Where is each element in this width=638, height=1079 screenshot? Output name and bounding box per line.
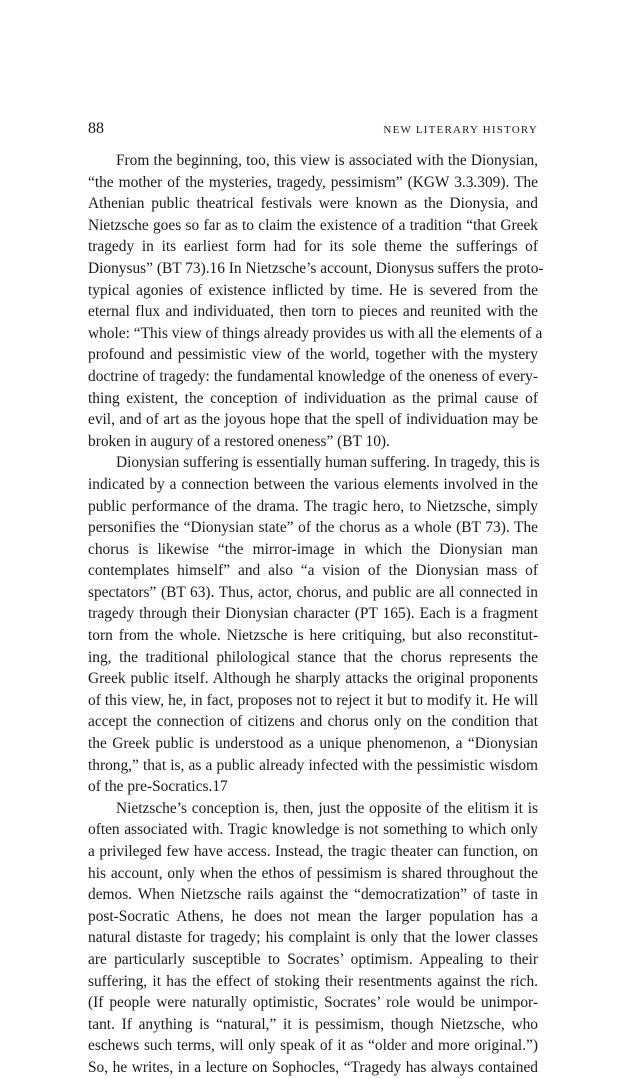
paragraph-2 <box>88 452 538 798</box>
journal-title: NEW LITERARY HISTORY <box>383 124 538 136</box>
text-line: doctrine of tragedy: the fundamental knowledge of the oneness of every- <box>88 367 538 385</box>
text-line: typical agonies of existence inflicted by time. He is severed from the <box>88 281 538 299</box>
text-line: So, he writes, in a lecture on Sophocles, “Tragedy has always contained <box>88 1058 538 1076</box>
text-line: Nietzsche’s conception is, then, just the opposite of the elitism it is <box>116 799 538 817</box>
text-line: of the pre-Socratics.17 <box>88 778 228 796</box>
text-line: chorus is likewise “the mirror-image in which the Dionysian man <box>88 540 538 558</box>
text-line: his account, only when the ethos of pessimism is shared throughout the <box>88 864 538 882</box>
body-text <box>88 150 544 1079</box>
text-line: the Greek public is understood as a unique phenomenon, a “Dionysian <box>88 735 538 753</box>
text-line: ing, the traditional philological stance that the chorus represents the <box>88 648 538 666</box>
text-line: thing existent, the conception of individuation as the primal cause of <box>88 389 538 407</box>
text-line: a privileged few have access. Instead, the tragic theater can function, on <box>88 843 538 860</box>
text-line: demos. When Nietzsche rails against the “democratization” of taste in <box>88 886 538 904</box>
text-line: personifies the “Dionysian state” of the chorus as a whole (BT 73). The <box>88 519 538 537</box>
text-line: tragedy through their Dionysian character (PT 165). Each is a fragment <box>88 605 538 623</box>
text-line: post-Socratic Athens, he does not mean the larger population has a <box>88 907 538 925</box>
text-line: eschews such terms, will only speak of it as “older and more original.”) <box>88 1037 538 1055</box>
text-line: natural distaste for tragedy; his complaint is only that the lower classes <box>88 929 538 947</box>
text-line: tragedy in its earliest form had for its sole theme the sufferings of <box>88 238 538 256</box>
text-line: throng,” that is, as a public already infected with the pessimistic wisdom <box>88 756 538 774</box>
text-line: eternal flux and individuated, then torn to pieces and reunited with the <box>88 303 538 321</box>
text-line: accept the connection of citizens and chorus only on the condition that <box>88 713 538 731</box>
text-line: contemplates himself” and also “a vision of the Dionysian mass of <box>88 562 538 580</box>
text-line: profound and pessimistic view of the world, together with the mystery <box>88 346 538 364</box>
text-line: broken in augury of a restored oneness” (BT 10). <box>88 432 390 450</box>
text-line: From the beginning, too, this view is associated with the Dionysian, <box>116 152 538 169</box>
text-line: tant. If anything is “natural,” it is pessimism, though Nietzsche, who <box>88 1015 538 1033</box>
text-line: Dionysian suffering is essentially human suffering. In tragedy, this is <box>116 454 540 472</box>
text-line: Nietzsche goes so far as to claim the existence of a tradition “that Greek <box>88 216 538 234</box>
running-head <box>88 120 538 138</box>
text-line: Athenian public theatrical festivals were known as the Dionysia, and <box>88 195 538 213</box>
text-line: suffering, it has the effect of stoking their resentments against the rich. <box>88 972 538 990</box>
text-line: spectators” (BT 63). Thus, actor, chorus, and public are all connected in <box>88 583 538 601</box>
text-line: often associated with. Tragic knowledge is not something to which only <box>88 821 538 839</box>
text-line: (If people were naturally optimistic, Socrates’ role would be unimpor- <box>88 994 538 1012</box>
text-line: torn from the whole. Nietzsche is here critiquing, but also reconstitut- <box>88 627 538 645</box>
text-line: evil, and of art as the joyous hope that the spell of individuation may be <box>88 411 538 429</box>
text-line: public performance of the drama. The tragic hero, to Nietzsche, simply <box>88 497 538 515</box>
text-line: Dionysus” (BT 73).16 In Nietzsche’s account, Dionysus suffers the proto- <box>88 259 544 277</box>
paragraph-3 <box>88 798 538 1079</box>
text-line: Greek public itself. Although he sharply attacks the original proponents <box>88 670 538 688</box>
text-line: whole: “This view of things already provides us with all the elements of a <box>88 324 543 342</box>
page-number: 88 <box>88 120 104 137</box>
text-line: of this view, he, in fact, proposes not to reject it but to modify it. He will <box>88 691 538 709</box>
paragraph-1 <box>88 150 544 452</box>
text-line: indicated by a connection between the various elements involved in the <box>88 475 538 493</box>
text-line: are particularly susceptible to Socrates’ optimism. Appealing to their <box>88 950 538 968</box>
text-line: “the mother of the mysteries, tragedy, pessimism” (KGW 3.3.309). The <box>88 173 538 191</box>
